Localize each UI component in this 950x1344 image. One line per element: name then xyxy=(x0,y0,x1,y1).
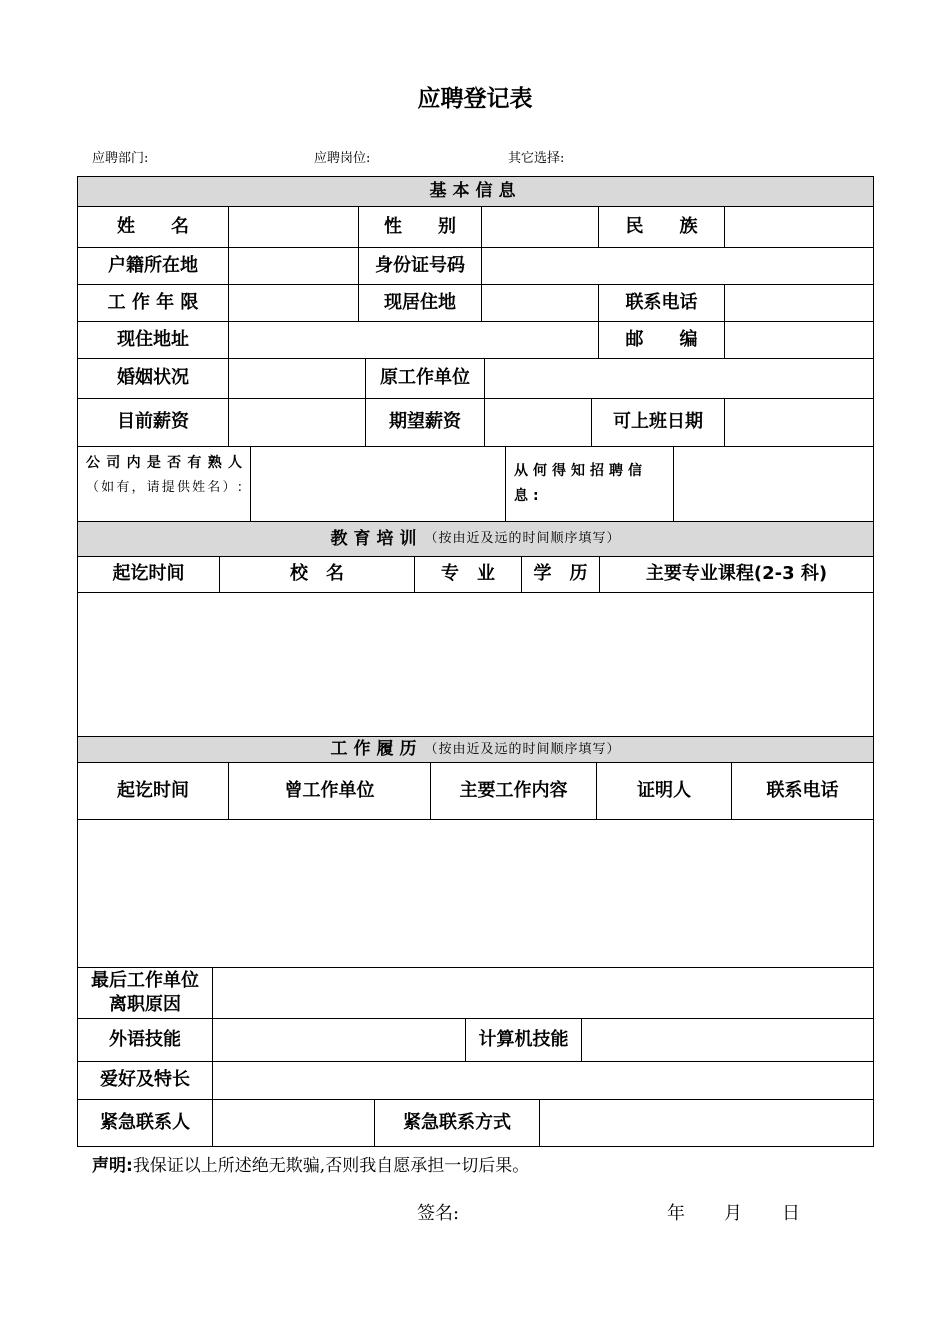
row-hukou xyxy=(77,247,874,284)
hukou-label: 户籍所在地 xyxy=(108,254,198,276)
ethnicity-label: 民 族 xyxy=(598,207,724,247)
gender-field[interactable] xyxy=(481,207,598,247)
address-field[interactable] xyxy=(228,322,598,358)
marital-label: 婚姻状况 xyxy=(117,367,189,389)
prev-employer-field[interactable] xyxy=(484,359,873,398)
expected-salary-field[interactable] xyxy=(484,399,591,446)
residence-field[interactable] xyxy=(481,285,598,321)
acquaintance-field[interactable] xyxy=(250,447,505,521)
row-skills xyxy=(77,1018,874,1061)
computer-skill-label: 计算机技能 xyxy=(465,1019,581,1061)
row-emergency xyxy=(77,1099,874,1146)
postcode-field[interactable] xyxy=(724,322,873,358)
hobby-label: 爱好及特长 xyxy=(100,1069,190,1091)
hobby-field[interactable] xyxy=(212,1062,873,1099)
education-title-text: 教育培训 xyxy=(330,528,423,549)
leave-reason-field[interactable] xyxy=(212,968,873,1018)
start-date-label: 可上班日期 xyxy=(591,399,724,446)
hukou-field[interactable] xyxy=(228,248,358,284)
education-header xyxy=(77,521,874,556)
sign-month-label: 月 xyxy=(724,1203,742,1224)
source-label: 从何得知招聘信息: xyxy=(505,447,673,521)
education-title xyxy=(78,522,873,556)
work-col-duties: 主要工作内容 xyxy=(430,763,596,819)
source-field[interactable] xyxy=(673,447,873,521)
current-salary-label: 目前薪资 xyxy=(117,411,189,433)
current-salary-field[interactable] xyxy=(228,399,365,446)
work-years-label: 工 作 年 限 xyxy=(107,291,199,313)
education-columns xyxy=(77,556,874,592)
row-leave-reason xyxy=(77,967,874,1018)
statement-label: 声明: xyxy=(92,1156,133,1176)
basic-info-title: 基本信息 xyxy=(429,181,522,202)
gender-label: 性 别 xyxy=(358,207,481,247)
sign-day-label: 日 xyxy=(782,1203,800,1224)
idcard-label: 身份证号码 xyxy=(358,248,481,284)
residence-label: 现居住地 xyxy=(358,285,481,321)
sign-year-label: 年 xyxy=(667,1203,685,1224)
signature-label: 签名: xyxy=(417,1203,460,1224)
edu-col-courses: 主要专业课程(2-3 科) xyxy=(599,557,873,592)
prev-employer-label: 原工作单位 xyxy=(365,359,484,398)
emergency-contact-label: 紧急联系人 xyxy=(100,1111,190,1133)
leave-reason-line1: 最后工作单位 xyxy=(91,969,199,991)
work-history-title xyxy=(78,737,873,762)
table-bottom-border xyxy=(77,1146,874,1147)
work-col-period: 起讫时间 xyxy=(117,779,189,801)
row-acquaintance xyxy=(77,446,874,521)
education-note: （按由近及远的时间顺序填写） xyxy=(424,531,621,547)
row-years xyxy=(77,284,874,321)
phone-field[interactable] xyxy=(724,285,873,321)
work-columns xyxy=(77,762,874,819)
name-field[interactable] xyxy=(228,207,358,247)
acquaintance-note: （如有，请提供姓名）: xyxy=(86,480,242,496)
address-label: 现住地址 xyxy=(117,328,189,350)
work-history-title-text: 工作履历 xyxy=(330,739,423,760)
row-marital xyxy=(77,358,874,398)
work-years-field[interactable] xyxy=(228,285,358,321)
statement-text: 我保证以上所述绝无欺骗,否则我自愿承担一切后果。 xyxy=(132,1156,530,1176)
emergency-contact-field[interactable] xyxy=(212,1100,374,1146)
edu-col-degree: 学 历 xyxy=(521,557,599,592)
education-entry-area[interactable] xyxy=(77,592,874,736)
dept-label: 应聘部门: xyxy=(92,151,149,166)
edu-col-school: 校 名 xyxy=(219,557,414,592)
row-salary xyxy=(77,398,874,446)
computer-skill-field[interactable] xyxy=(581,1019,873,1061)
basic-info-header xyxy=(77,176,874,206)
phone-label: 联系电话 xyxy=(598,285,724,321)
leave-reason-line2: 离职原因 xyxy=(109,994,181,1015)
edu-col-major: 专 业 xyxy=(414,557,521,592)
row-name xyxy=(77,206,874,247)
work-history-note: （按由近及远的时间顺序填写） xyxy=(424,741,621,757)
language-skill-field[interactable] xyxy=(212,1019,465,1061)
leave-reason-label xyxy=(78,968,212,1018)
work-col-reference: 证明人 xyxy=(596,763,731,819)
edu-col-period: 起讫时间 xyxy=(112,563,185,585)
emergency-method-field[interactable] xyxy=(539,1100,873,1146)
work-entry-area[interactable] xyxy=(77,819,874,967)
idcard-field[interactable] xyxy=(481,248,873,284)
emergency-method-label: 紧急联系方式 xyxy=(374,1100,539,1146)
work-col-employer: 曾工作单位 xyxy=(228,763,430,819)
other-choice-label: 其它选择: xyxy=(508,151,565,166)
marital-field[interactable] xyxy=(228,359,365,398)
postcode-label: 邮 编 xyxy=(598,322,724,358)
acquaintance-label-text: 公司内是否有熟人 xyxy=(86,455,242,471)
statement xyxy=(92,1151,529,1176)
page-title: 应聘登记表 xyxy=(417,86,533,112)
work-history-header xyxy=(77,736,874,762)
expected-salary-label: 期望薪资 xyxy=(365,399,484,446)
acquaintance-label xyxy=(78,447,250,521)
start-date-field[interactable] xyxy=(724,399,873,446)
work-col-phone: 联系电话 xyxy=(731,763,873,819)
name-label: 姓 名 xyxy=(117,215,189,237)
ethnicity-field[interactable] xyxy=(724,207,873,247)
position-label: 应聘岗位: xyxy=(314,151,371,166)
row-address xyxy=(77,321,874,358)
row-hobby xyxy=(77,1061,874,1099)
language-skill-label: 外语技能 xyxy=(109,1028,181,1050)
